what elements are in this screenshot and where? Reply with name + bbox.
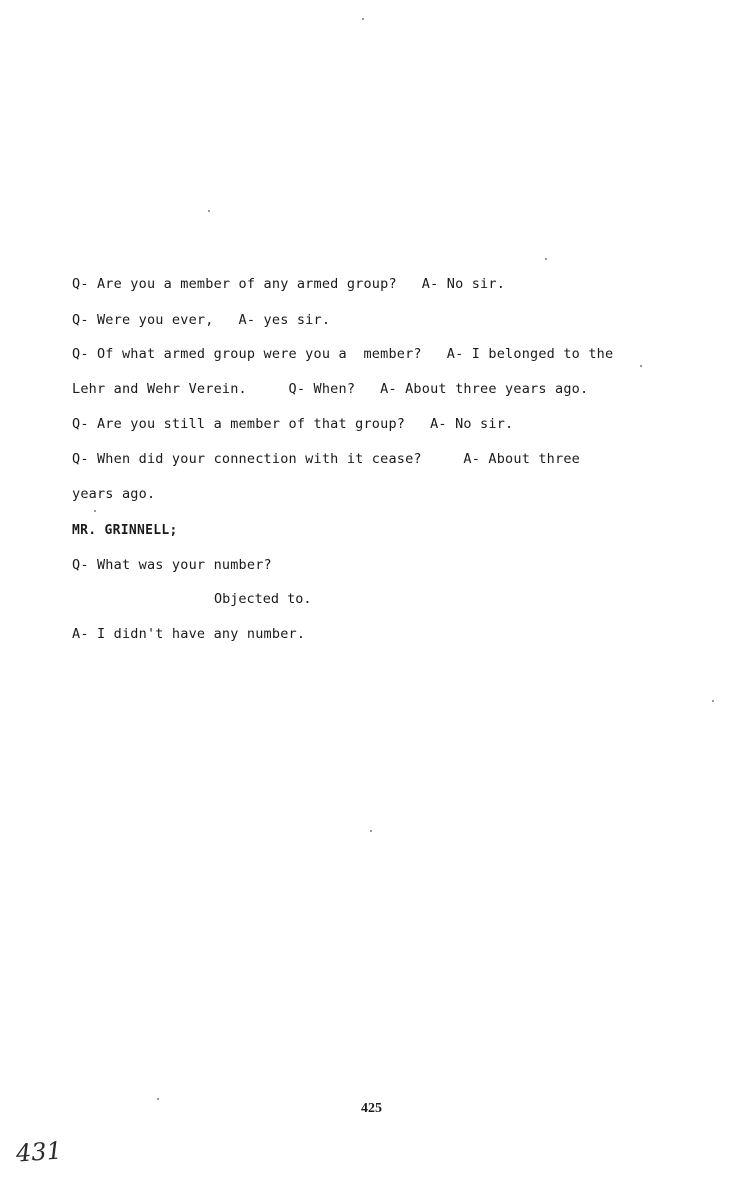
transcript-line-8: Q- What was your number?	[72, 557, 272, 573]
objection-note: Objected to.	[214, 591, 312, 607]
scan-speck	[157, 1098, 159, 1100]
scan-speck	[362, 18, 364, 20]
handwritten-page-number: 431	[15, 1136, 63, 1168]
transcript-line-2: Q- Were you ever, A- yes sir.	[72, 312, 331, 328]
scan-speck	[370, 830, 372, 832]
transcript-line-9: A- I didn't have any number.	[72, 626, 306, 642]
scan-speck	[94, 510, 96, 512]
transcript-line-3: Q- Of what armed group were you a member? A- I belonged to the	[72, 346, 614, 362]
transcript-line-5: Q- Are you still a member of that group? A- No sir.	[72, 416, 514, 432]
scan-speck	[545, 258, 547, 260]
transcript-line-7: years ago.	[72, 486, 156, 502]
speaker-label: MR. GRINNELL;	[72, 523, 178, 538]
transcript-line-4: Lehr and Wehr Verein. Q- When? A- About three years ago.	[72, 381, 589, 397]
page-number: 425	[361, 1101, 382, 1116]
transcript-line-1: Q- Are you a member of any armed group? A- No sir.	[72, 276, 506, 292]
scan-speck	[208, 210, 210, 212]
scan-speck	[640, 365, 642, 367]
transcript-line-6: Q- When did your connection with it cease? A- About three	[72, 451, 580, 467]
scan-speck	[712, 700, 714, 702]
